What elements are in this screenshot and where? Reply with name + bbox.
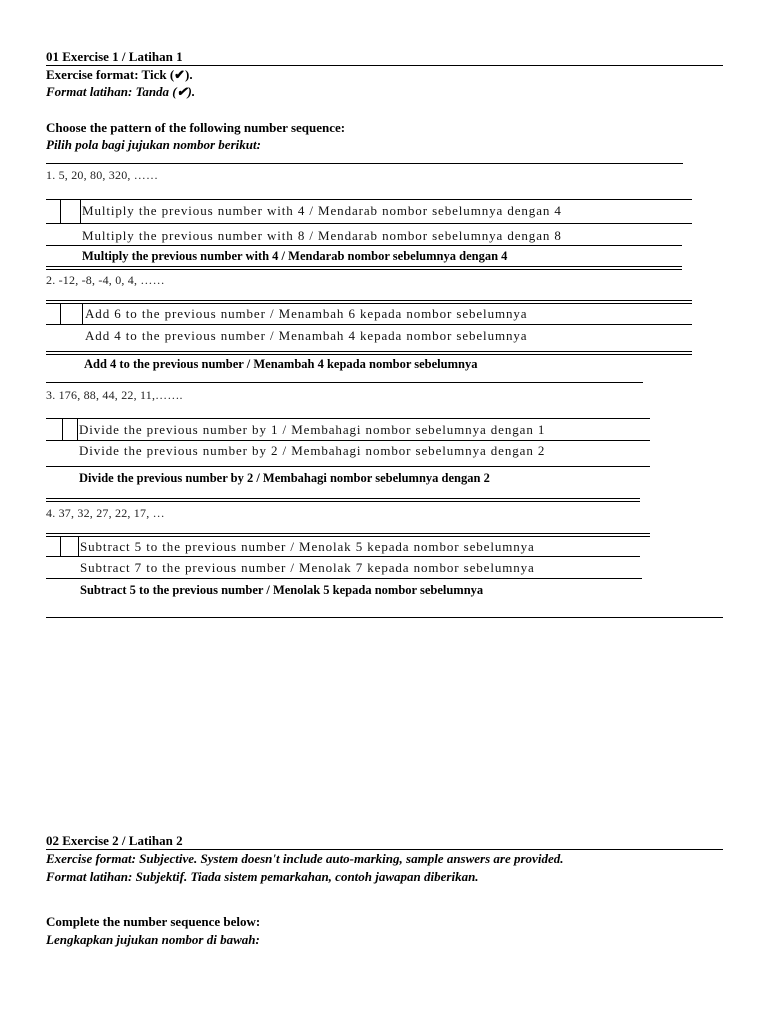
divider: [46, 556, 640, 557]
divider: [46, 533, 650, 537]
exercise1-format-ms: Format latihan: Tanda (✔).: [46, 84, 196, 99]
question-4-answer: Subtract 5 to the previous number / Menolak 5 kepada nombor sebelumnya: [80, 583, 484, 597]
exercise2-format-en: Exercise format: Subjective. System doesn't include auto-marking, sample answers are provided.: [46, 851, 564, 866]
checkbox-border: [77, 418, 78, 440]
exercise2-title: 02 Exercise 2 / Latihan 2: [46, 833, 183, 848]
divider: [46, 300, 692, 304]
divider: [46, 266, 682, 270]
question-1-option-2[interactable]: Multiply the previous number with 8 / Mendarab nombor sebelumnya dengan 8: [82, 228, 562, 243]
divider: [46, 351, 692, 355]
question-4-option-1[interactable]: Subtract 5 to the previous number / Menolak 5 kepada nombor sebelumnya: [80, 539, 535, 554]
exercise1-instruction-en: Choose the pattern of the following number sequence:: [46, 120, 346, 135]
divider: [46, 578, 642, 579]
divider: [46, 163, 683, 164]
divider: [46, 498, 640, 502]
exercise2-format-ms: Format latihan: Subjektif. Tiada sistem pemarkahan, contoh jawapan diberikan.: [46, 869, 479, 884]
exercise2-instruction-ms: Lengkapkan jujukan nombor di bawah:: [46, 932, 260, 947]
divider: [46, 382, 643, 383]
divider: [46, 245, 682, 246]
exercise1-format-en: Exercise format: Tick (✔).: [46, 67, 193, 82]
divider: [46, 324, 692, 325]
divider: [46, 466, 650, 467]
question-3-text: 3. 176, 88, 44, 22, 11,…….: [46, 388, 183, 402]
divider: [46, 65, 723, 66]
exercise2-instruction-en: Complete the number sequence below:: [46, 914, 261, 929]
question-3-option-1[interactable]: Divide the previous number by 1 / Membahagi nombor sebelumnya dengan 1: [79, 422, 546, 437]
divider: [46, 418, 650, 419]
question-2-option-1[interactable]: Add 6 to the previous number / Menambah 6 kepada nombor sebelumnya: [85, 306, 528, 321]
divider: [46, 223, 692, 224]
divider: [46, 849, 723, 850]
question-4-option-2[interactable]: Subtract 7 to the previous number / Menolak 7 kepada nombor sebelumnya: [80, 560, 535, 575]
checkbox-border: [82, 303, 83, 324]
exercise1-instruction-ms: Pilih pola bagi jujukan nombor berikut:: [46, 137, 261, 152]
section-divider: [46, 617, 723, 618]
question-2-text: 2. -12, -8, -4, 0, 4, ……: [46, 273, 165, 287]
divider: [46, 199, 692, 200]
question-2-answer: Add 4 to the previous number / Menambah 4 kepada nombor sebelumnya: [84, 357, 478, 371]
checkbox-border: [78, 536, 79, 556]
question-1-option-1[interactable]: Multiply the previous number with 4 / Mendarab nombor sebelumnya dengan 4: [82, 203, 562, 218]
exercise1-title: 01 Exercise 1 / Latihan 1: [46, 49, 183, 64]
question-4-option-1-checkbox[interactable]: [60, 536, 78, 556]
question-1-text: 1. 5, 20, 80, 320, ……: [46, 168, 159, 182]
question-2-option-1-checkbox[interactable]: [60, 303, 82, 324]
question-3-answer: Divide the previous number by 2 / Membahagi nombor sebelumnya dengan 2: [79, 471, 490, 485]
question-2-option-2[interactable]: Add 4 to the previous number / Menambah 4 kepada nombor sebelumnya: [85, 328, 528, 343]
question-4-text: 4. 37, 32, 27, 22, 17, …: [46, 506, 165, 520]
question-3-option-2[interactable]: Divide the previous number by 2 / Membahagi nombor sebelumnya dengan 2: [79, 443, 546, 458]
checkbox-border: [80, 199, 81, 223]
divider: [46, 440, 650, 441]
question-3-option-1-checkbox[interactable]: [62, 418, 77, 440]
question-1-option-1-checkbox[interactable]: [60, 199, 80, 223]
question-1-answer: Multiply the previous number with 4 / Mendarab nombor sebelumnya dengan 4: [82, 249, 508, 263]
